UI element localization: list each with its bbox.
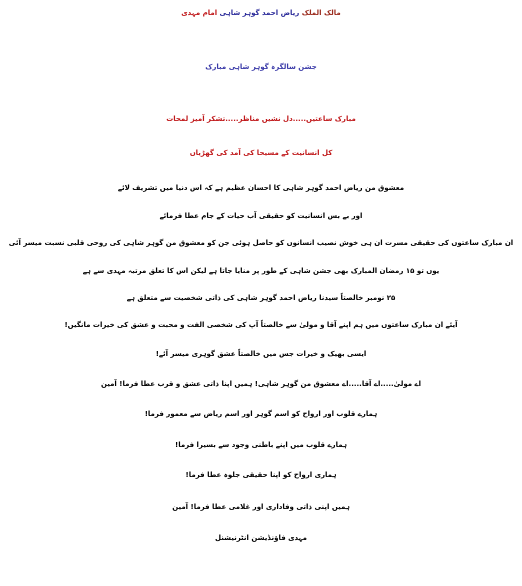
body-line-8: اے مولیٰ.....اے آقا.....اے معشوق من گوہر شاہی! ہمیں اپنا ذاتی عشق و قرب عطا فرما! آمین	[100, 380, 422, 388]
title-malik-ul-mulk: مالک الملک	[301, 9, 341, 17]
header-line-2: جشن سالگرہ گوہر شاہی مبارک	[205, 63, 317, 71]
body-line-1: معشوق من ریاض احمد گوہر شاہی کا احسان عظیم ہے کہ اس دنیا میں تشریف لائے	[117, 184, 405, 192]
header-line-4: کل انسانیت کے مسیحا کی آمد کی گھڑیاں	[189, 149, 333, 157]
body-line-9: ہمارے قلوب اور ارواح کو اسم گوہر اور اسم ریاض سے معمور فرما!	[144, 410, 378, 418]
body-line-10: ہمارے قلوب میں اپنے باطنی وجود سے بسیرا فرما!	[175, 441, 347, 449]
body-line-4: یوں تو ۱۵ رمضان المبارک بھی جشن شاہی کے طور پر منایا جاتا ہے لیکن اس کا تعلق مرتبہ مہدی سے ہے	[82, 267, 440, 275]
body-line-3: ان مبارک ساعتوں کی حقیقی مسرت ان ہی خوش نصیب انسانوں کو حاصل ہوئی جن کو معشوق من گوہر شاہی کی روحی قلبی نسبت میسر آئی	[8, 239, 514, 247]
header-line-3: مبارک ساعتیں.....دل نشیں مناظر.....تشکر آمیز لمحات	[166, 115, 356, 123]
body-line-2: اور بے بس انسانیت کو حقیقی آب حیات کے جام عطا فرمائے	[159, 212, 363, 220]
body-line-11: ہماری ارواح کو اپنا حقیقی جلوہ عطا فرما!	[185, 471, 337, 479]
title-imam-mehdi: امام مہدی	[181, 9, 218, 17]
body-line-6: آیئے ان مبارک ساعتوں میں ہم اپنے آقا و مولیٰ سے خالصتاً آپ کی شخصی الفت و محبت و عشق کی خیرات مانگیں!	[64, 321, 458, 329]
footer-organization: مہدی فاؤنڈیشن انٹرنیشنل	[214, 534, 307, 542]
body-line-7: ایسی بھیک و خیرات جس میں خالصتاً عشق گوہری میسر آئے!	[155, 350, 367, 358]
header-line-1	[0, 10, 522, 17]
body-line-12: ہمیں اپنی ذاتی وفاداری اور غلامی عطا فرما! آمین	[172, 503, 350, 511]
body-line-5: ۲۵ نومبر خالصتاً سیدنا ریاض احمد گوہر شاہی کی ذاتی شخصیت سے متعلق ہے	[126, 294, 396, 302]
title-name: ریاض احمد گوہر شاہی	[219, 9, 300, 17]
